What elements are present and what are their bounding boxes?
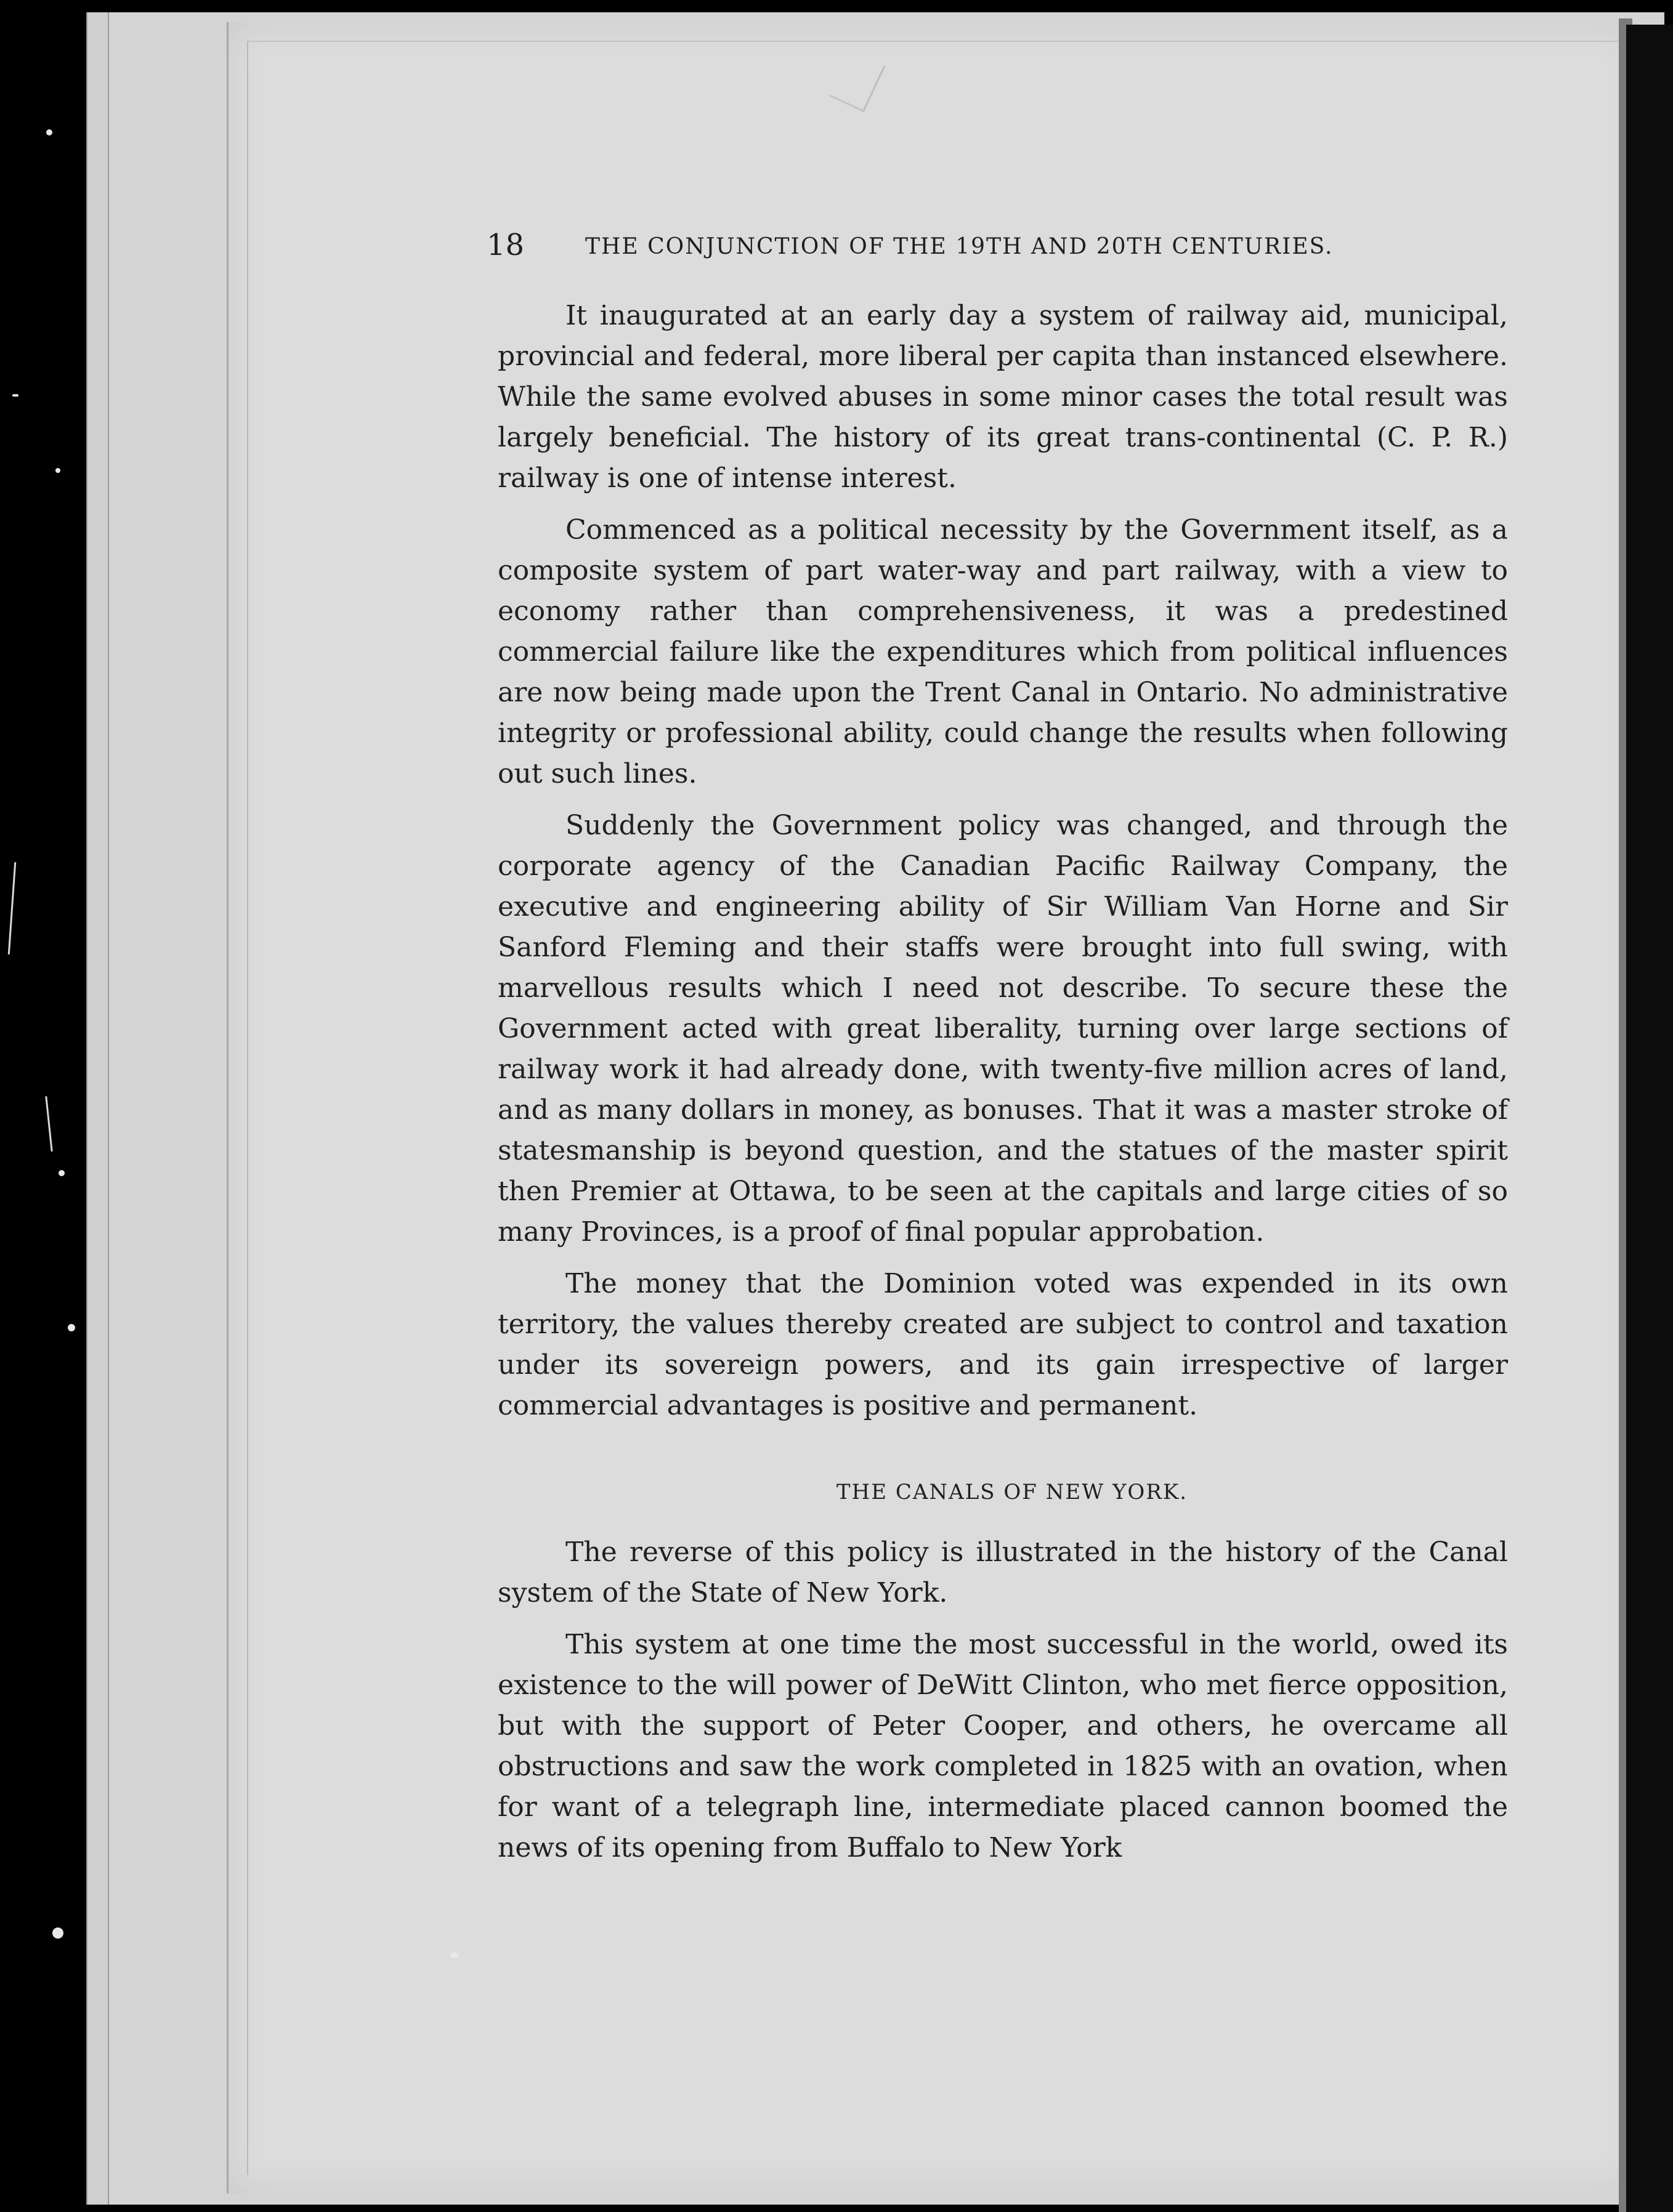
scan-scratch xyxy=(45,1096,52,1152)
section-heading: THE CANALS OF NEW YORK. xyxy=(836,1480,1188,1504)
page-body xyxy=(498,296,1508,1879)
scan-border xyxy=(1626,25,1673,2212)
page-header xyxy=(487,228,1423,271)
paragraph: This system at one time the most successful in the world, owed its existence to the will power of DeWitt Clinton, who met fierce opposition, but with the support of Peter Cooper, and others, he overcame all obstructions and saw the work completed in 1825 with an ovation, when for want of a telegraph line, intermediate placed cannon boomed the news of its opening from Buffalo to New York xyxy=(498,1629,1508,1863)
scan-speck xyxy=(46,129,52,135)
scan-speck xyxy=(12,394,18,397)
running-title: THE CONJUNCTION OF THE 19TH AND 20TH CENTURIES. xyxy=(585,234,1334,259)
paragraph: It inaugurated at an early day a system of railway aid, municipal, provincial and federal, more liberal per capita than instanced elsewhere. While the same evolved abuses in some minor cases the total result was largely beneficial. The history of its great trans-continental (C. P. R.) railway is one of intense interest. xyxy=(498,300,1508,494)
paragraph: Suddenly the Government policy was changed, and through the corporate agency of the Canadian Pacific Railway Company, the executive and engineering ability of Sir William Van Horne and Sir Sanford Fleming and their staffs were brought into full swing, with marvellous results which I need not describe. To secure these the Government acted with great liberality, turning over large sections of railway work it had already done, with twenty-five million acres of land, and as many dollars in money, as bonuses. That it was a master stroke of statesmanship is beyond question, and the statues of the master spirit then Premier at Ottawa, to be seen at the capitals and large cities of so many Provinces, is a proof of final popular approbation. xyxy=(498,810,1508,1248)
paragraph: Commenced as a political necessity by the Government itself, as a composite system of part water-way and part railway, with a view to economy rather than comprehensiveness, it was a predestined commercial failure like the expenditures which from political influences are now being made upon the Trent Canal in Ontario. No administrative integrity or professional ability, could change the results when following out such lines. xyxy=(498,514,1508,789)
scan-scratch xyxy=(8,862,16,955)
scan-speck xyxy=(52,1927,63,1939)
scan-speck xyxy=(59,1170,65,1176)
page-number: 18 xyxy=(487,228,525,262)
paragraph: The money that the Dominion voted was expended in its own territory, the values thereby created are subject to control and taxation under its sovereign powers, and its gain irrespective of larger commercial advantages is positive and permanent. xyxy=(498,1268,1508,1421)
scan-speck xyxy=(68,1324,75,1331)
scan-speck xyxy=(55,468,60,473)
paragraph: The reverse of this policy is illustrated in the history of the Canal system of the State of New York. xyxy=(498,1536,1508,1609)
scan-speck xyxy=(450,1952,458,1958)
